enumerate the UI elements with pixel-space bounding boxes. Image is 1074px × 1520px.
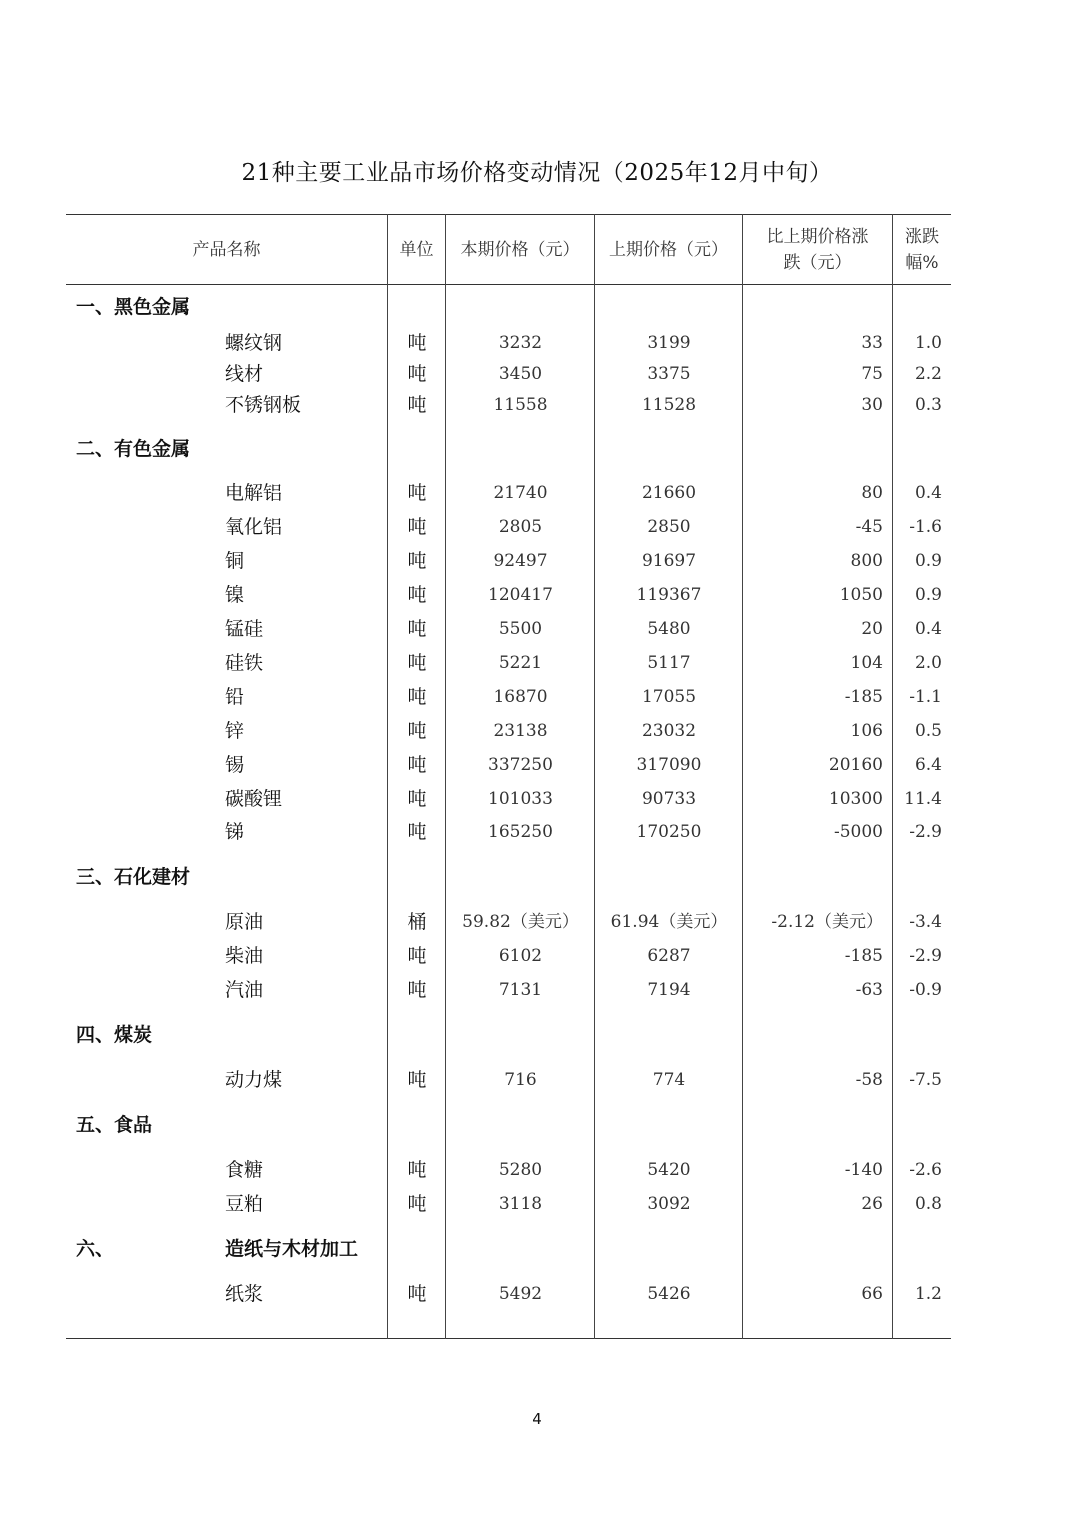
product-name: 动力煤	[225, 1069, 283, 1091]
unit: 吨	[407, 979, 427, 1001]
change-percent: -1.6	[909, 517, 942, 537]
price-change: 20160	[828, 755, 883, 775]
product-name: 汽油	[225, 979, 264, 1001]
unit: 吨	[407, 652, 427, 674]
previous-price: 5117	[647, 653, 691, 673]
table-row	[66, 975, 951, 1005]
product-name: 铅	[225, 686, 245, 708]
header-change	[743, 215, 892, 284]
table-row	[66, 648, 951, 678]
current-price: 2805	[498, 517, 543, 537]
product-name: 锑	[225, 821, 245, 843]
unit: 吨	[407, 618, 427, 640]
unit: 吨	[407, 686, 427, 708]
section-number: 五、	[76, 1114, 115, 1136]
price-change: 66	[861, 1284, 883, 1304]
current-price: 23138	[493, 721, 548, 741]
product-name: 锰硅	[225, 618, 264, 640]
header-change-line2: 跌（元）	[783, 252, 852, 273]
current-price: 92497	[493, 551, 548, 571]
table-row	[66, 580, 951, 610]
table-row	[66, 512, 951, 542]
change-percent: 0.9	[914, 585, 942, 605]
previous-price: 23032	[641, 721, 697, 741]
unit: 吨	[407, 332, 427, 354]
table-row	[66, 716, 951, 746]
current-price: 120417	[488, 585, 553, 605]
change-percent: 1.2	[914, 1284, 942, 1304]
previous-price: 119367	[636, 585, 702, 605]
change-percent: 0.9	[914, 551, 942, 571]
unit: 吨	[407, 363, 427, 385]
unit: 吨	[407, 550, 427, 572]
previous-price: 7194	[647, 980, 691, 1000]
change-percent: 2.0	[914, 653, 942, 673]
unit: 桶	[407, 911, 427, 933]
section-row	[66, 1110, 951, 1140]
previous-price: 5420	[647, 1160, 691, 1180]
price-change: -58	[855, 1070, 883, 1090]
current-price: 16870	[493, 687, 548, 707]
change-percent: -3.4	[909, 912, 942, 932]
section-number: 三、	[76, 866, 115, 888]
product-name: 线材	[225, 363, 264, 385]
current-price: 165250	[488, 822, 553, 842]
table-row	[66, 1189, 951, 1219]
unit: 吨	[407, 482, 427, 504]
section-row	[66, 292, 951, 322]
previous-price: 91697	[641, 551, 697, 571]
change-percent: 0.4	[914, 483, 942, 503]
section-row	[66, 1020, 951, 1050]
unit: 吨	[407, 754, 427, 776]
price-change: 33	[861, 333, 883, 353]
previous-price: 317090	[636, 755, 702, 775]
unit: 吨	[407, 394, 427, 416]
current-price: 5280	[498, 1160, 543, 1180]
table-row	[66, 784, 951, 814]
previous-price: 3199	[647, 333, 691, 353]
unit: 吨	[407, 720, 427, 742]
product-name: 螺纹钢	[225, 332, 283, 354]
table-row	[66, 1155, 951, 1185]
price-change: -45	[855, 517, 883, 537]
change-percent: 2.2	[914, 364, 942, 384]
current-price: 7131	[498, 980, 543, 1000]
product-name: 食糖	[225, 1159, 264, 1181]
section-number: 二、	[76, 438, 115, 460]
product-name: 锡	[225, 754, 245, 776]
current-price: 5221	[498, 653, 543, 673]
change-percent: -0.9	[909, 980, 942, 1000]
change-percent: -7.5	[909, 1070, 942, 1090]
section-name: 黑色金属	[114, 296, 191, 318]
previous-price: 6287	[647, 946, 691, 966]
current-price: 3232	[498, 333, 543, 353]
unit: 吨	[407, 945, 427, 967]
previous-price: 5480	[647, 619, 691, 639]
current-price: 59.82（美元）	[462, 912, 579, 932]
table-row	[66, 328, 951, 358]
section-name: 有色金属	[114, 438, 191, 460]
product-name: 铜	[225, 550, 245, 572]
section-name: 煤炭	[114, 1024, 153, 1046]
table-row	[66, 614, 951, 644]
price-change: -5000	[833, 822, 883, 842]
price-change: 800	[850, 551, 883, 571]
current-price: 11558	[493, 395, 548, 415]
unit: 吨	[407, 788, 427, 810]
change-percent: -2.6	[909, 1160, 942, 1180]
header-bottom-rule	[66, 284, 951, 285]
previous-price: 17055	[641, 687, 697, 707]
unit: 吨	[407, 1193, 427, 1215]
current-price: 337250	[488, 755, 553, 775]
table-row	[66, 359, 951, 389]
header-product-name-text: 产品名称	[192, 239, 261, 260]
price-change: -185	[844, 946, 883, 966]
change-percent: 0.8	[914, 1194, 942, 1214]
change-percent: 0.4	[914, 619, 942, 639]
product-name: 硅铁	[225, 652, 264, 674]
current-price: 3450	[498, 364, 543, 384]
section-name: 食品	[114, 1114, 153, 1136]
header-product-name	[66, 215, 387, 284]
section-number: 四、	[76, 1024, 115, 1046]
change-percent: -1.1	[909, 687, 942, 707]
table-row	[66, 682, 951, 712]
price-change: 106	[850, 721, 883, 741]
unit: 吨	[407, 1069, 427, 1091]
current-price: 101033	[488, 789, 553, 809]
price-change: 26	[861, 1194, 883, 1214]
table-row	[66, 817, 951, 847]
section-row	[66, 862, 951, 892]
product-name: 原油	[225, 911, 264, 933]
section-name: 造纸与木材加工	[225, 1238, 359, 1260]
header-previous-price	[595, 215, 742, 284]
table-row	[66, 546, 951, 576]
page-number: 4	[532, 1410, 542, 1428]
table-row	[66, 390, 951, 420]
price-change: 30	[861, 395, 883, 415]
previous-price: 5426	[647, 1284, 691, 1304]
product-name: 镍	[225, 584, 245, 606]
product-name: 电解铝	[225, 482, 283, 504]
section-row	[66, 1234, 951, 1264]
previous-price: 90733	[641, 789, 697, 809]
price-change: 20	[861, 619, 883, 639]
product-name: 柴油	[225, 945, 264, 967]
change-percent: 1.0	[914, 333, 942, 353]
previous-price: 3092	[647, 1194, 691, 1214]
unit: 吨	[407, 821, 427, 843]
price-change: -185	[844, 687, 883, 707]
current-price: 5492	[498, 1284, 543, 1304]
header-pct	[893, 215, 951, 284]
previous-price: 61.94（美元）	[610, 912, 728, 932]
section-name: 石化建材	[114, 866, 191, 888]
current-price: 6102	[498, 946, 543, 966]
change-percent: 0.3	[914, 395, 942, 415]
product-name: 纸浆	[225, 1283, 264, 1305]
price-change: 1050	[839, 585, 883, 605]
change-percent: 11.4	[904, 789, 942, 809]
section-number: 一、	[76, 296, 115, 318]
change-percent: -2.9	[909, 822, 942, 842]
table-bottom-rule	[66, 1338, 951, 1339]
table-row	[66, 1065, 951, 1095]
product-name: 碳酸锂	[225, 788, 283, 810]
change-percent: 6.4	[914, 755, 942, 775]
table-row	[66, 478, 951, 508]
product-name: 锌	[225, 720, 245, 742]
table-row	[66, 941, 951, 971]
unit: 吨	[407, 1283, 427, 1305]
price-change: -63	[855, 980, 883, 1000]
header-current-price-text: 本期价格（元）	[460, 239, 580, 260]
price-change: -140	[844, 1160, 883, 1180]
previous-price: 170250	[636, 822, 702, 842]
header-unit-text: 单位	[399, 239, 434, 260]
price-change: 80	[861, 483, 883, 503]
price-change: 10300	[828, 789, 883, 809]
header-pct-line2: 幅%	[905, 252, 939, 273]
table-row	[66, 907, 951, 937]
previous-price: 11528	[641, 395, 697, 415]
section-row	[66, 434, 951, 464]
unit: 吨	[407, 516, 427, 538]
unit: 吨	[407, 584, 427, 606]
header-pct-line1: 涨跌	[905, 226, 939, 247]
header-unit	[388, 215, 445, 284]
header-previous-price-text: 上期价格（元）	[609, 239, 728, 260]
table-row	[66, 750, 951, 780]
change-percent: 0.5	[914, 721, 942, 741]
change-percent: -2.9	[909, 946, 942, 966]
current-price: 3118	[498, 1194, 543, 1214]
product-name: 豆粕	[225, 1193, 264, 1215]
current-price: 716	[504, 1070, 537, 1090]
current-price: 5500	[498, 619, 543, 639]
product-name: 氧化铝	[225, 516, 283, 538]
previous-price: 21660	[641, 483, 697, 503]
previous-price: 774	[652, 1070, 686, 1090]
current-price: 21740	[493, 483, 548, 503]
page-title: 21种主要工业品市场价格变动情况（2025年12月中旬）	[241, 160, 833, 186]
price-change: -2.12（美元）	[771, 912, 883, 932]
section-number: 六、	[76, 1238, 115, 1260]
price-change: 75	[861, 364, 883, 384]
previous-price: 3375	[647, 364, 691, 384]
header-change-line1: 比上期价格涨	[766, 226, 869, 247]
header-current-price	[446, 215, 594, 284]
table-row	[66, 1279, 951, 1309]
previous-price: 2850	[647, 517, 691, 537]
product-name: 不锈钢板	[225, 394, 302, 416]
price-change: 104	[850, 653, 883, 673]
unit: 吨	[407, 1159, 427, 1181]
